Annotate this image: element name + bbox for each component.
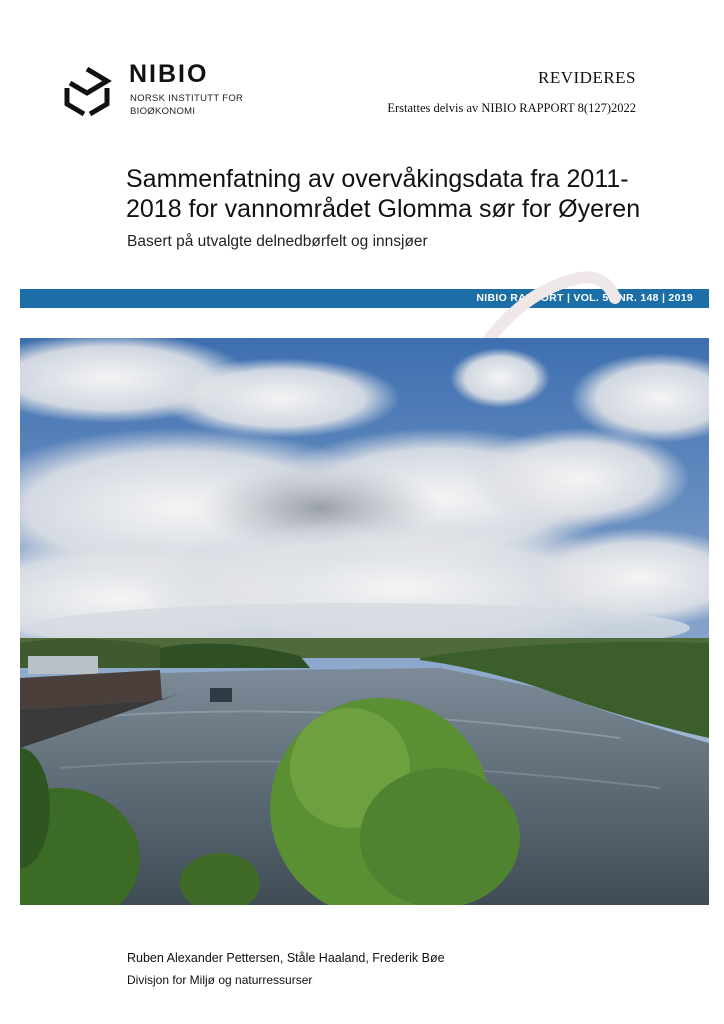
title-line2: 2018 for vannområdet Glomma sør for Øyeren xyxy=(126,195,641,223)
logo-subtitle-line2: BIOØKONOMI xyxy=(130,106,196,117)
logo-subtitle-line1: NORSK INSTITUTT FOR xyxy=(130,93,244,104)
watermark-icon xyxy=(470,268,630,348)
report-info-bar xyxy=(20,289,709,308)
authors: Ruben Alexander Pettersen, Ståle Haaland, Frederik Bøe xyxy=(127,951,445,965)
logo-subtitle xyxy=(130,92,243,118)
report-subtitle: Basert på utvalgte delnedbørfelt og innsjøer xyxy=(127,233,428,250)
title-line1: Sammenfatning av overvåkingsdata fra 2011- xyxy=(126,165,629,193)
cover-photo xyxy=(20,338,709,905)
report-info-text: NIBIO RAPPORT | VOL. 5 | NR. 148 | 2019 xyxy=(476,292,693,304)
division: Divisjon for Miljø og naturressurser xyxy=(127,973,313,987)
river-landscape-image xyxy=(20,338,709,905)
nibio-logo-mark-icon xyxy=(62,66,112,118)
replaces-note: Erstattes delvis av NIBIO RAPPORT 8(127)2022 xyxy=(387,101,636,115)
status-label: REVIDERES xyxy=(538,68,636,87)
report-title xyxy=(126,164,696,224)
logo-name: NIBIO xyxy=(129,60,209,88)
